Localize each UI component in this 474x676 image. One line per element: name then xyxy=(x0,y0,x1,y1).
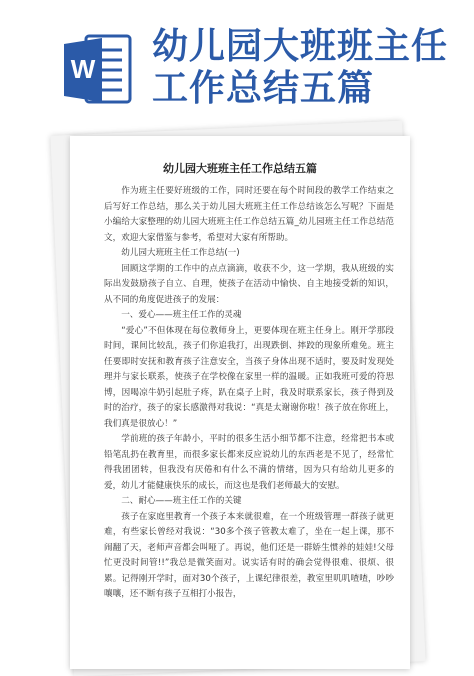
paragraph: “爱心”不但体现在每位教师身上，更要体现在班主任身上。刚开学那段时间，课间比较乱，孩子们你追我打，出现跌倒、摔跤的现象所难免。班主任要即时安抚和教育孩子注意安全，当孩子身体出现不适时，要及时发现处理并与家长联系，使孩子在学校像在家里一样的温暖。正如我班可爱的符思博，因喝凉牛奶引起肚子疼，趴在桌子上时，我及时联系家长，孩子得到及时的治疗，孩子的家长感激得对我说：“真是太谢谢你啦！孩子放在你班上，我们真是很放心！” xyxy=(104,325,394,429)
paragraph: 学前班的孩子年龄小，平时的很多生活小细节都不注意，经常把书本或铅笔乱扔在教育里，而很多家长都来反应说幼儿的东西老是不见了，经常忙得我团团转，但我没有厌倦和有什么不满的情绪，因为只有给幼儿更多的爱，幼儿才能健康快乐的成长，而这也是我们老师最大的安慰。 xyxy=(104,434,394,491)
paragraph: 回顾这学期的工作中的点点滴滴，收获不少，这一学期，我从班级的实际出发鼓励孩子自立、自理，使孩子在活动中愉快、自主地接受新的知识，从不同的角度促进孩子的发展： xyxy=(104,263,394,305)
document-page xyxy=(70,136,410,669)
paragraph: 作为班主任要好班级的工作，同时还要在每个时间段的教学工作结束之后写好工作总结，那么关于幼儿园大班班主任工作总结该怎么写呢？下面是小编给大家整理的幼儿园大班班主任工作总结五篇_幼儿园班主任工作总结范文，欢迎大家借鉴与参考，希望对大家有所帮助。 xyxy=(104,186,394,243)
svg-text:W: W xyxy=(70,54,96,84)
paragraph: 孩子在家庭里教育一个孩子本来就很难，在一个班级管理一群孩子就更难，有些家长曾经对我说：“30多个孩子管教太难了，坐在一起上课，那不闹翻了天，老师声音都会叫哑了。再说，他们还是一群娇生惯养的娃娃!父母忙更没时间管!!”我总是微笑面对。说实话有时的确会觉得很难、很烦、很累。记得刚开学时，面对30个孩子，上课纪律很差，教室里叽叽喳喳，吵吵嚷嚷，还不断有孩子互相打小报告， xyxy=(104,511,394,599)
banner xyxy=(0,0,474,130)
banner-title xyxy=(152,26,452,110)
section-heading: 二、耐心——班主任工作的关键 xyxy=(121,496,242,506)
section-heading: 一、爱心——班主任工作的灵魂 xyxy=(121,310,242,320)
document-title: 幼儿园大班班主任工作总结五篇 xyxy=(163,162,317,175)
document-body xyxy=(104,184,394,603)
word-icon xyxy=(62,30,132,108)
section-heading: 幼儿园大班班主任工作总结(一) xyxy=(121,248,240,258)
banner-title-line1: 幼儿园大班班主任 xyxy=(152,26,449,67)
banner-title-line2: 工作总结五篇 xyxy=(152,68,375,109)
